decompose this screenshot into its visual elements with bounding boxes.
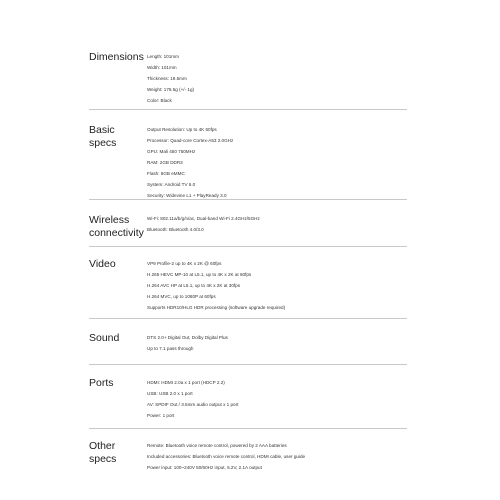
spec-item: Width: 101mm — [147, 65, 177, 70]
spec-item: Length: 101mm — [147, 54, 179, 59]
section-label: Wireless connectivity — [89, 214, 144, 239]
spec-item: Wi-Fi: 802.11a/b/g/n/ac, Dual-band Wi-Fi 2.4GHz/5GHz — [147, 216, 260, 221]
section-items — [147, 258, 409, 313]
section-divider — [89, 428, 407, 429]
spec-item: Up to 7.1 pass through — [147, 346, 194, 351]
section-divider — [89, 199, 407, 200]
section-items — [147, 332, 409, 354]
section-items — [147, 213, 409, 235]
spec-item: VP9 Profile-2 up to 4K x 2K @ 60fps — [147, 261, 222, 266]
section-divider — [89, 246, 407, 247]
section-label: Dimensions — [89, 51, 144, 63]
section-label: Video — [89, 258, 116, 270]
section-label: Basic specs — [89, 124, 117, 149]
spec-item: GPU: Mali 450 750MHz — [147, 149, 196, 154]
spec-item: H.264 AVC HP at L5.1, up to 4K x 2K at 30fps — [147, 283, 241, 288]
spec-item: Bluetooth: Bluetooth 4.0/3.0 — [147, 227, 204, 232]
spec-item: Color: Black — [147, 98, 172, 103]
spec-item: RAM: 2GB DDR3 — [147, 160, 183, 165]
spec-item: Processor: Quad-core Cortex-A53 2.0GHz — [147, 138, 234, 143]
spec-item: HDMI: HDMI 2.0a x 1 port (HDCP 2.2) — [147, 380, 225, 385]
spec-item: Supports HDR10/HLG HDR processing (software upgrade required) — [147, 305, 286, 310]
section-label: Ports — [89, 377, 114, 389]
section-items — [147, 124, 409, 201]
spec-item: Included accessories: Bluetooth voice remote control, HDMI cable, user guide — [147, 454, 306, 459]
section-items — [147, 377, 409, 421]
spec-item: System: Android TV 6.0 — [147, 182, 196, 187]
spec-item: USB: USB 2.0 x 1 port — [147, 391, 193, 396]
section-divider — [89, 364, 407, 365]
section-divider — [89, 318, 407, 319]
spec-item: Power input: 100~240V 50/60Hz input, 5.2V, 2.1A output — [147, 465, 262, 470]
spec-item: Power: 1 port — [147, 413, 175, 418]
section-items — [147, 440, 409, 473]
spec-item: Security: Widevine L1 + PlayReady 3.0 — [147, 193, 227, 198]
section-items — [147, 51, 409, 106]
spec-item: Thickness: 19.5mm — [147, 76, 187, 81]
section-label: Other specs — [89, 440, 117, 465]
section-divider — [89, 109, 407, 110]
spec-item: H.264 MVC, up to 1080P at 60fps — [147, 294, 216, 299]
spec-item: AV: SPDIF Out / 3.5mm audio output x 1 port — [147, 402, 239, 407]
spec-item: Weight: 176.5g (+/- 1g) — [147, 87, 195, 92]
spec-item: Flash: 8GB eMMC — [147, 171, 185, 176]
spec-item: DTS 2.0+ Digital Out, Dolby Digital Plus — [147, 335, 228, 340]
spec-item: Output Resolution: Up to 4K 60fps — [147, 127, 217, 132]
spec-item: H.265 HEVC MP-10 at L5.1, up to 4K x 2K at 60fps — [147, 272, 252, 277]
spec-item: Remote: Bluetooth voice remote control, powered by 2 AAA batteries — [147, 443, 287, 448]
section-label: Sound — [89, 332, 120, 344]
